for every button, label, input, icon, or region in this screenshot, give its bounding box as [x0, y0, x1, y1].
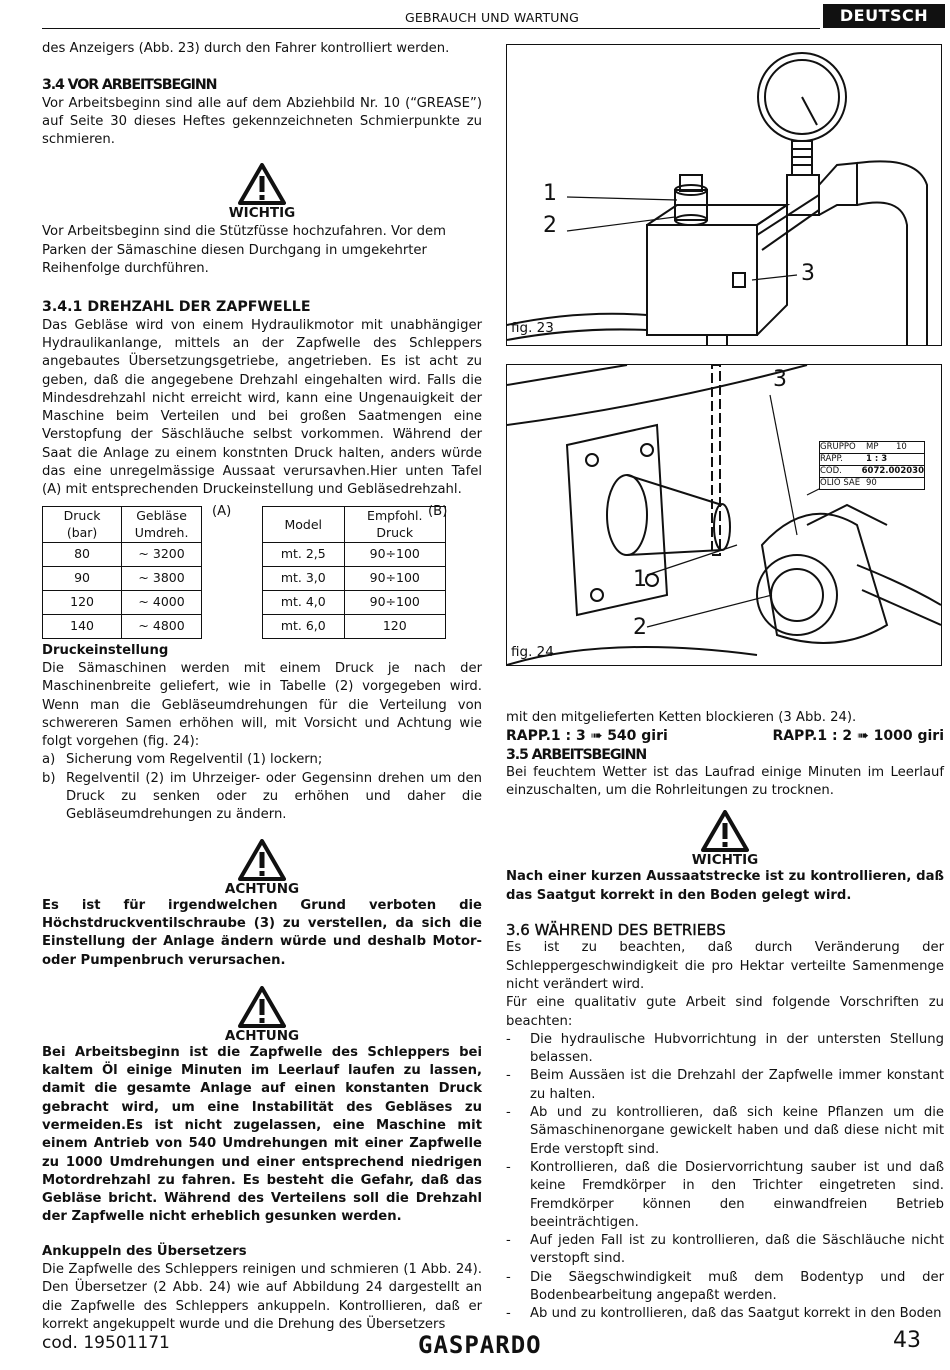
table-b-cell: mt. 2,5: [263, 542, 345, 566]
warning-block: [42, 839, 482, 897]
figure-24: [506, 364, 942, 666]
table-b-cell: 90÷100: [344, 590, 445, 614]
ankuppeln-text: Die Zapfwelle des Schleppers reinigen und schmieren (1 Abb. 24). Den Übersetzer (2 Abb. 24) wie auf Abbildung 24 dargestellt an die Zapfwelle des Schleppers ankuppeln. Kontrollieren, daß er korrekt angekuppelt wurde und die Drehung des Übersetzers: [42, 1262, 482, 1332]
table-a-cell: 140: [43, 614, 122, 638]
callout-2: 2: [633, 615, 647, 640]
ratio-line: [506, 727, 944, 745]
list-item: - Auf jeden Fall ist zu kontrollieren, daß die Säschläuche nicht verstopft sind.: [506, 1233, 944, 1267]
table-a-header: Gebläse Umdreh.: [122, 506, 202, 542]
druck-title: Druckeinstellung: [42, 642, 169, 658]
warning-label: WICHTIG: [228, 205, 296, 222]
warning-text: Vor Arbeitsbeginn sind die Stützfüsse hochzufahren. Vor dem Parken der Sämaschine diesen Durchgang in umgekehrter Reihenfolge durchführen.: [42, 224, 446, 277]
table-a-cell: 120: [43, 590, 122, 614]
table-a-cell: 90: [43, 566, 122, 590]
section-3-6-title: 3.6 WÄHREND DES BETRIEBS: [506, 921, 726, 940]
table-b: [262, 506, 446, 639]
callout-3: 3: [801, 261, 815, 286]
table-a-cell: ~ 3800: [122, 566, 202, 590]
table-b-cell: mt. 4,0: [263, 590, 345, 614]
header-rule: [42, 28, 820, 29]
list-item: - Die hydraulische Hubvorrichtung in der untersten Stellung belassen.: [506, 1031, 944, 1066]
running-header: GEBRAUCH UND WARTUNG: [405, 10, 580, 25]
warning-triangle-icon: [238, 986, 286, 1028]
warning-text: Es ist für irgendwelchen Grund verboten die Höchstdruckventilschraube (3) zu verstellen, da sich die Einstellung der Anlage ändern würde und deshalb Motor- oder Pumpenbruch verursachen.: [42, 897, 482, 968]
table-a-cell: ~ 3200: [122, 542, 202, 566]
continuation-text: mit den mitgelieferten Ketten blockieren (3 Abb. 24).: [506, 710, 857, 725]
figure-caption: fig. 24: [511, 644, 554, 660]
warning-block: [42, 163, 482, 221]
figure-caption: fig. 23: [511, 320, 554, 336]
page-number: 43: [893, 1328, 921, 1353]
table-b-cell: 90÷100: [344, 542, 445, 566]
document-code: cod. 19501171: [42, 1333, 170, 1353]
callout-1: 1: [633, 567, 647, 592]
section-3-5-title: 3.5 ARBEITSBEGINN: [506, 746, 647, 763]
table-b-cell: mt. 6,0: [263, 614, 345, 638]
warning-label: ACHTUNG: [224, 880, 300, 897]
callout-3: 3: [773, 367, 787, 392]
list-item: - Ab und zu kontrollieren, daß sich keine Pflanzen um die Sämaschinenorgane gewickelt haben und daß diese nicht mit Erde verstopft sind.: [506, 1105, 944, 1157]
ratio-540: RAPP.1 : 3 ➠ 540 giri: [506, 728, 668, 745]
callout-2: 2: [543, 213, 557, 238]
figure-23: [506, 44, 942, 346]
warning-label: ACHTUNG: [224, 1027, 300, 1044]
gearbox-pto-illustration: [507, 365, 941, 665]
section-3-6-text: Für eine qualitativ gute Arbeit sind folgende Vorschriften zu beachten:: [506, 995, 944, 1029]
language-tab: DEUTSCH: [823, 4, 945, 28]
right-column: [506, 709, 944, 1324]
list-item: - Beim Aussäen ist die Drehzahl der Zapfwelle immer konstant zu halten.: [506, 1068, 944, 1102]
warning-text: Nach einer kurzen Aussaatstrecke ist zu kontrollieren, daß das Saatgut korrekt in den Boden gelegt wird.: [506, 869, 944, 903]
table-a: [42, 506, 202, 639]
table-b-tag: (B): [428, 503, 448, 519]
table-b-header: Model: [263, 506, 345, 542]
section-3-6-text: Es ist zu beachten, daß durch Veränderung der Schleppergeschwindigkeit die pro Hektar verteilte Samenmenge nicht verändert wird.: [506, 940, 944, 992]
warning-triangle-icon: [238, 839, 286, 881]
table-b-cell: mt. 3,0: [263, 566, 345, 590]
ankuppeln-title: Ankuppeln des Übersetzers: [42, 1243, 247, 1259]
section-3-4-title: 3.4 VOR ARBEITSBEGINN: [42, 77, 217, 94]
section-3-5-text: Bei feuchtem Wetter ist das Laufrad einige Minuten im Leerlauf einzuschalten, um die Rohrleitungen zu trocknen.: [506, 764, 944, 799]
table-a-cell: ~ 4000: [122, 590, 202, 614]
table-b-cell: 120: [344, 614, 445, 638]
warning-block: [506, 810, 944, 868]
table-a-header: Druck (bar): [43, 506, 122, 542]
warning-block: [42, 986, 482, 1044]
warning-triangle-icon: [701, 810, 749, 852]
section-3-4-1-title: 3.4.1 DREHZAHL DER ZAPFWELLE: [42, 299, 311, 316]
rating-plate: GRUPPO MP 10 RAPP. 1 : 3 COD. 6072.002030 OLIO SAE 90: [820, 442, 924, 488]
list-item: - Ab und zu kontrollieren, daß das Saatgut korrekt in den Boden: [506, 1306, 942, 1322]
ratio-1000: RAPP.1 : 2 ➠ 1000 giri: [772, 728, 944, 745]
table-a-cell: ~ 4800: [122, 614, 202, 638]
table-a-cell: 80: [43, 542, 122, 566]
table-a-tag: (A): [212, 503, 232, 519]
warning-triangle-icon: [238, 163, 286, 205]
list-item: - Die Säegschwindigkeit muß dem Bodentyp und der Bodenbearbeitung angepaßt werden.: [506, 1269, 944, 1304]
section-3-4-1-text: Das Gebläse wird von einem Hydraulikmotor mit unabhängiger Hydraulikanlange, mittels an der Zapfwelle des Schleppers angebautes Übersetzungsgetriebe, angetrieben. Es ist acht zu geben, daß die angegebene Drehzahl eingehalten wird. Falls die Mindesdrehzahl nicht erreicht wird, kann eine Ungenauigkeit der Maschine beim Verteilen und bei großen Saatmengen eine Verstopfung der Säschläuche selbst vorkommen. Während der Saat die Anlage zu einem konstnten Druck halten, anders würde das eine unregelmässige Aussaat verursavhen.Hier unten Tafel (A) mit entsprechenden Druckeinstellung und Gebläsedrehzahl.: [42, 317, 482, 498]
list-item: - Kontrollieren, daß die Dosiervorrichtung sauber ist und daß keine Fremdkörper in den Trichter eingetreten sind. Fremdkörper können den einwandfreien Betrieb beeinträchtigen.: [506, 1159, 944, 1230]
pressure-gauge-valve-illustration: [507, 45, 941, 345]
warning-text: Bei Arbeitsbeginn ist die Zapfwelle des Schleppers bei kaltem Öl einige Minuten im Leerlauf laufen zu lassen, damit die gesamte Anlage auf einen konstanten Druck gebracht wird, um eine Instabilität des Gebläses zu vermeiden.Es ist nicht zugelassen, eine Maschine mit einem Antrieb von 540 Umdrehungen mit einer Zapfwelle zu 1000 Umdrehungen und einer entsprechend niedrigen Motordrehzahl zu fahren. Es besteht die Gefahr, daß das Gebläse bricht. Während des Verteilens soll die Drehzahl der Zapfwelle nicht erheblich gesunken werden.: [42, 1044, 482, 1225]
list-item: b) Regelventil (2) im Uhrzeiger- oder Gegensinn drehen um den Druck zu senken oder zu erhöhen und daher die Gebläseumdrehungen zu ändern.: [42, 770, 482, 823]
table-b-header: Empfohl. Druck: [344, 506, 445, 542]
intro-text: des Anzeigers (Abb. 23) durch den Fahrer kontrolliert werden.: [42, 41, 450, 56]
list-item: a) Sicherung vom Regelventil (1) lockern;: [42, 752, 323, 768]
left-column: [42, 40, 482, 1334]
table-b-cell: 90÷100: [344, 566, 445, 590]
callout-1: 1: [543, 181, 557, 206]
warning-label: WICHTIG: [691, 852, 759, 869]
druck-text: Die Sämaschinen werden mit einem Druck je nach der Maschinenbreite geliefert, wie in Tabelle (2) vorgegeben wird. Wenn man die Gebläseumdrehungen für die Verteilung von schwereren Samen erhöhen will, mit Vorsicht und Achtung wie folgt vorgehen (fig. 24):: [42, 660, 482, 750]
brand-logo: GASPARDO: [418, 1331, 542, 1359]
section-3-4-text: Vor Arbeitsbeginn sind alle auf dem Abziehbild Nr. 10 (“GREASE”) auf Seite 30 dieses Heftes gekennzeichneten Schmierpunkte zu schmieren.: [42, 95, 482, 148]
tables-area: [42, 503, 482, 642]
